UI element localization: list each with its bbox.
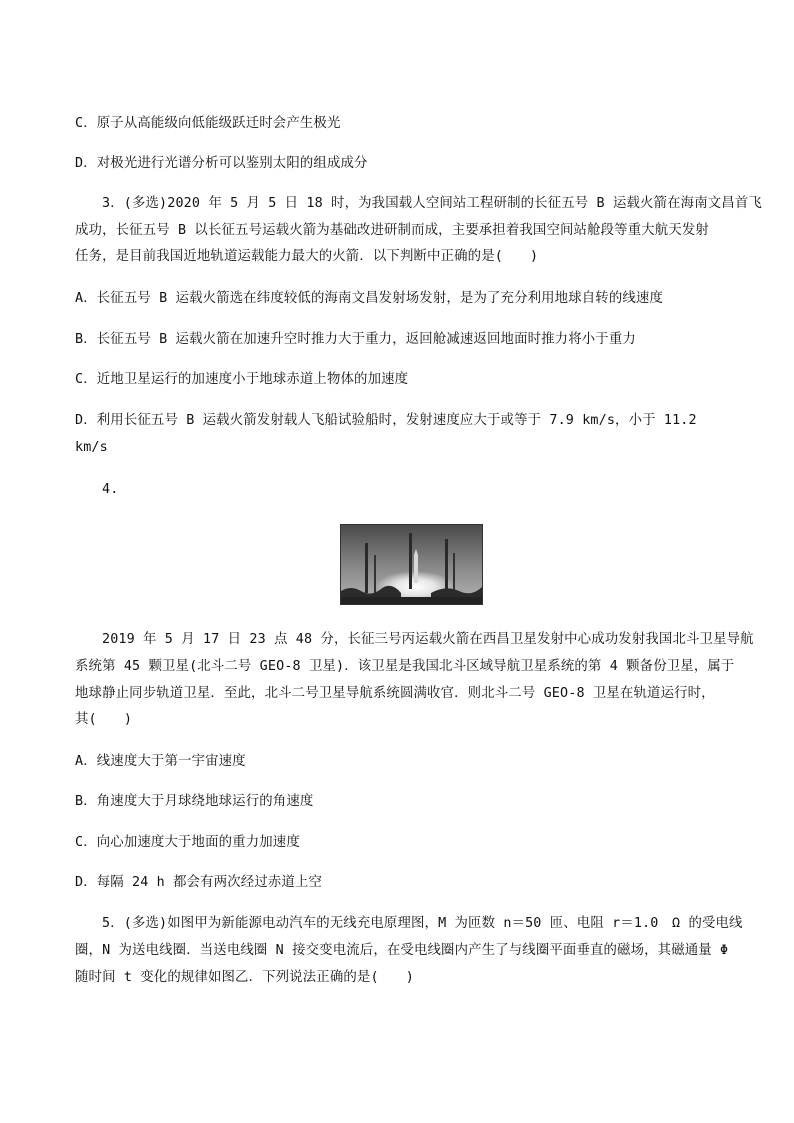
q4-option-a: A．线速度大于第一宇宙速度 bbox=[75, 754, 246, 769]
q4-stem-line-3: 地球静止同步轨道卫星．至此，北斗二号卫星导航系统圆满收官．则北斗二号 GEO-8 卫星在轨道运行时， bbox=[75, 686, 715, 701]
q3-option-d-line-1: D．利用长征五号 B 运载火箭发射载人飞船试验船时，发射速度应大于或等于 7.9 km/s，小于 11.2 bbox=[75, 413, 697, 428]
q4-stem-line-4: 其( ) bbox=[75, 712, 133, 727]
q4-number: 4. bbox=[102, 482, 119, 497]
q4-stem-line-1: 2019 年 5 月 17 日 23 点 48 分，长征三号丙运载火箭在西昌卫星发射中心成功发射我国北斗卫星导航 bbox=[102, 632, 754, 647]
q3-stem-line-3: 任务，是目前我国近地轨道运载能力最大的火箭．以下判断中正确的是( ) bbox=[75, 249, 539, 264]
q3-stem-line-2: 成功，长征五号 B 以长征五号运载火箭为基础改进研制而成，主要承担着我国空间站舱段等重大航天发射 bbox=[75, 223, 709, 238]
q3-option-b: B．长征五号 B 运载火箭在加速升空时推力大于重力，返回舱减速返回地面时推力将小于重力 bbox=[75, 332, 636, 347]
q4-option-d: D．每隔 24 h 都会有两次经过赤道上空 bbox=[75, 875, 323, 890]
q5-stem-line-2: 圈，N 为送电线圈．当送电线圈 N 接交变电流后，在受电线圈内产生了与线圈平面垂直的磁场，其磁通量 Φ bbox=[75, 943, 729, 958]
q5-stem-line-3: 随时间 t 变化的规律如图乙．下列说法正确的是( ) bbox=[75, 970, 414, 985]
q3-option-a: A．长征五号 B 运载火箭选在纬度较低的海南文昌发射场发射，是为了充分利用地球自转的线速度 bbox=[75, 291, 664, 306]
q4-option-b: B．角速度大于月球绕地球运行的角速度 bbox=[75, 794, 314, 809]
q3-option-c: C．近地卫星运行的加速度小于地球赤道上物体的加速度 bbox=[75, 372, 409, 387]
rocket-launch-photo bbox=[340, 524, 483, 605]
q4-option-c: C．向心加速度大于地面的重力加速度 bbox=[75, 835, 300, 850]
q3-stem-line-1: 3．(多选)2020 年 5 月 5 日 18 时，为我国载人空间站工程研制的长征五号 B 运载火箭在海南文昌首飞 bbox=[102, 196, 762, 211]
rocket-launch-image bbox=[341, 525, 482, 604]
q2-option-c: C．原子从高能级向低能级跃迁时会产生极光 bbox=[75, 116, 341, 131]
q4-stem-line-2: 系统第 45 颗卫星(北斗二号 GEO-8 卫星)．该卫星是我国北斗区域导航卫星系统的第 4 颗备份卫星，属于 bbox=[75, 659, 735, 674]
q3-option-d-line-2: km/s bbox=[75, 440, 108, 455]
q5-stem-line-1: 5．(多选)如图甲为新能源电动汽车的无线充电原理图，M 为匝数 n＝50 匝、电阻 r＝1.0 Ω 的受电线 bbox=[102, 916, 743, 931]
q2-option-d: D．对极光进行光谱分析可以鉴别太阳的组成成分 bbox=[75, 156, 368, 171]
